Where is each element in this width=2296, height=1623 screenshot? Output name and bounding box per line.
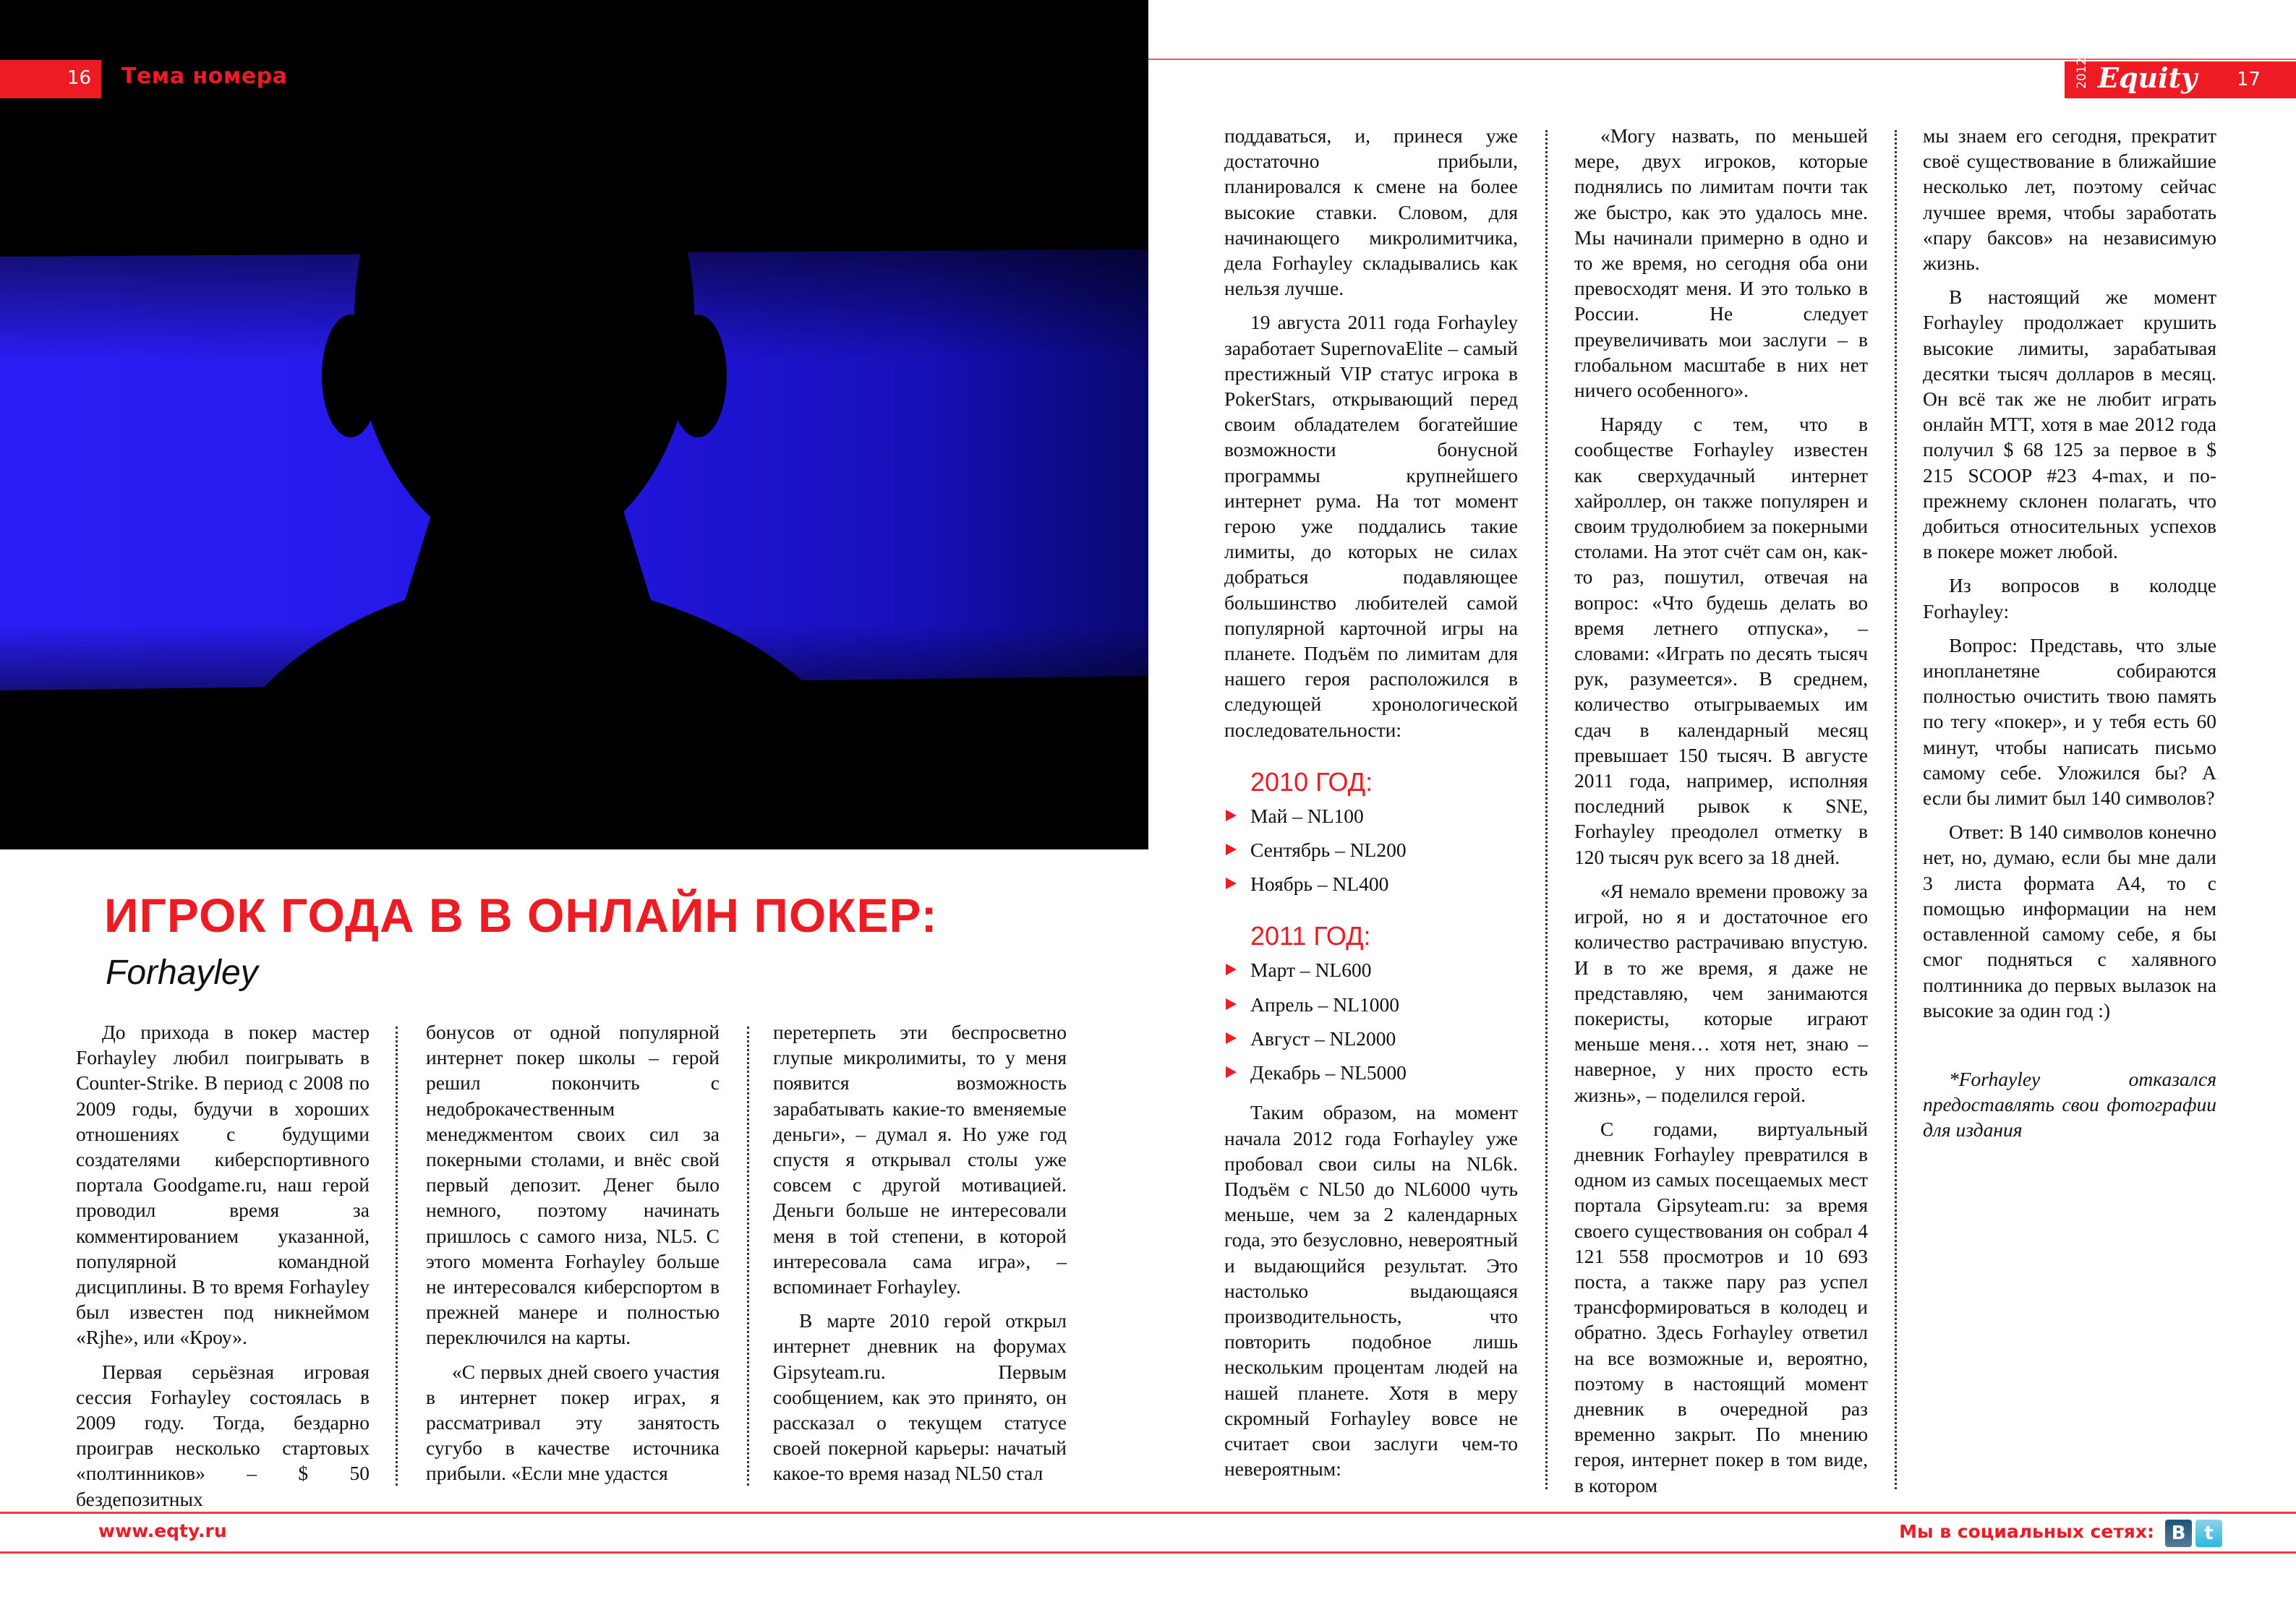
- article-title: ИГРОК ГОДА В В ОНЛАЙН ПОКЕР:: [104, 888, 938, 942]
- section-title: Тема номера: [121, 64, 288, 89]
- timeline-item: [1224, 957, 1518, 982]
- paragraph: Ответ: В 140 символов конечно нет, но, думаю, если бы мне дали 3 листа формата А4, то с помощью информации на нем оставленной самому себе, я бы смог подняться с халявного полтинника до первых вылазок на высокие за один год :): [1923, 821, 2216, 1022]
- article-column-2: [426, 1019, 720, 1495]
- footer-rule-bottom: [0, 1551, 2296, 1554]
- article-column-1: [76, 1019, 370, 1520]
- timeline-item: [1224, 837, 1518, 862]
- timeline-item-text: Ноябрь – NL400: [1250, 873, 1389, 896]
- paragraph: До прихода в покер мастер Forhayley любил поигрывать в Counter-Strike. В период с 2008 по 2009 годы, будучи в хороших отношениях с будущими создателями киберспортивного портала Goodgame.ru, наш герой проводил время за комментированием указанной, популярной командной дисциплины. В то время Forhayley был известен под никнеймом «Rjhe», или «Кроу».: [76, 1021, 370, 1349]
- paragraph: С годами, виртуальный дневник Forhayley превратился в одном из самых посещаемых мест портала Gipsyteam.ru: за время своего существования он собрал 4 121 558 просмотров и 10 693 поста, а также пару раз успел трансформироваться в колодец и обратно. Здесь Forhayley ответил на все возможные и, вероятно, поэтому в настоящий момент дневник в очередной раз временно закрыт. По мнению героя, интернет покер в том виде, в котором: [1574, 1117, 1868, 1496]
- article-column-5: [1574, 123, 1868, 1507]
- timeline-item-text: Сентябрь – NL200: [1250, 839, 1407, 862]
- social-label: Мы в социальных сетях:: [1899, 1521, 2154, 1542]
- article-subtitle: Forhayley: [106, 954, 258, 992]
- brand-badge: [2065, 57, 2296, 98]
- timeline-item: [1224, 871, 1518, 896]
- paragraph: Таким образом, на момент начала 2012 года Forhayley уже пробовал свои силы на NL6k. Подъём с NL50 до NL6000 чуть меньше, чем за 2 календарных года, это безусловно, невероятный и выдающийся результат. Это настолько выдающаяся производительность, что повторить подобное лишь нескольким процентам людей на нашей планете. Хотя в меру скромный Forhayley вовсе не считает свои заслуги чем-то невероятным:: [1224, 1101, 1518, 1481]
- article-column-6: [1923, 123, 2216, 1152]
- timeline-item: [1224, 803, 1518, 828]
- paragraph: «С первых дней своего участия в интернет покер играх, я рассматривал эту занятость сугубо в качестве источника прибыли. «Если мне удастся: [426, 1360, 720, 1485]
- header-rule: [1148, 59, 2296, 60]
- article-column-4: [1224, 123, 1518, 1490]
- timeline-list-2010: [1224, 803, 1518, 897]
- page-number-badge-left: [0, 60, 101, 98]
- bullet-arrow-icon: [1226, 844, 1237, 855]
- vk-icon[interactable]: B: [2165, 1520, 2192, 1547]
- paragraph: перетерпеть эти беспросветно глупые микролимиты, то у меня появится возможность зарабатывать какие-то вменяемые деньги», – думал я. Но уже год спустя я открывал столы уже совсем с другой мотивацией. Деньги больше не интересовали меня в той степени, в которой интересовала сама игра», – вспоминает Forhayley.: [773, 1021, 1067, 1298]
- timeline-item-text: Март – NL600: [1250, 959, 1372, 982]
- bullet-arrow-icon: [1226, 878, 1237, 889]
- timeline-item: [1224, 1060, 1518, 1085]
- bullet-arrow-icon: [1226, 964, 1237, 975]
- paragraph: Наряду с тем, что в сообществе Forhayley известен как сверхудачный интернет хайроллер, он также популярен и своим трудолюбием за покерными столами. На этот счёт сам он, как-то раз, пошутил, отвечая на вопрос: «Что будешь делать во время летнего отпуска», – словами: «Играть по десять тысяч рук, разумеется». В среднем, количество отыгрываемых им сдач в календарный месяц превышает 150 тысяч. В августе 2011 года, например, исполняя последний рывок к SNE, Forhayley преодолел отметку в 120 тысяч рук всего за 18 дней.: [1574, 413, 1868, 868]
- paragraph: поддаваться, и, принеся уже достаточно прибыли, планировался к смене на более высокие ставки. Словом, для начинающего микролимитчика, дела Forhayley складывались как нельзя лучше.: [1224, 124, 1518, 300]
- timeline-year-heading: 2010 ГОД:: [1250, 766, 1373, 797]
- timeline-item-text: Май – NL100: [1250, 804, 1364, 827]
- brand-logo: Equity: [2098, 61, 2198, 94]
- page-number-left: 16: [67, 67, 91, 89]
- footnote: *Forhayley отказался предоставлять свои фотографии для издания: [1923, 1067, 2216, 1142]
- hero-photo: [0, 0, 1148, 849]
- bullet-arrow-icon: [1226, 998, 1237, 1010]
- bullet-arrow-icon: [1226, 1066, 1237, 1078]
- timeline-list-2011: [1224, 957, 1518, 1085]
- silhouette-photo: [0, 0, 1148, 849]
- website-link[interactable]: www.eqty.ru: [98, 1520, 227, 1541]
- paragraph: Из вопросов в колодце Forhayley:: [1923, 574, 2216, 622]
- timeline-item-text: Август – NL2000: [1250, 1027, 1396, 1050]
- paragraph: бонусов от одной популярной интернет покер школы – герой решил покончить с недоброкачественным менеджментом своих сил за покерными столами, и внёс свой первый депозит. Денег было немного, поэтому начинать пришлось с самого низа, NL5. С этого момента Forhayley больше не интересовался киберспортом в прежней манере и полностью переключился на карты.: [426, 1021, 720, 1349]
- paragraph: В марте 2010 герой открыл интернет дневник на форумах Gipsyteam.ru. Первым сообщением, как это принято, он рассказал о текущем статусе своей покерной карьеры: начатый какое-то время назад NL50 стал: [773, 1309, 1067, 1485]
- article-column-3: [773, 1019, 1067, 1495]
- paragraph: В настоящий же момент Forhayley продолжает крушить высокие лимиты, зарабатывая десятки тысяч долларов в месяц. Он всё так же не любит играть онлайн MTT, хотя в мае 2012 года получил $ 68 125 за первое в $ 215 SCOOP #23 4-max, и по-прежнему склонен полагать, что добиться относительных успехов в покере может любой.: [1923, 286, 2216, 563]
- paragraph: Первая серьёзная игровая сессия Forhayley состоялась в 2009 году. Тогда, бездарно проиграв несколько стартовых «полтинников» – $ 50 бездепозитных: [76, 1360, 370, 1510]
- timeline-item-text: Декабрь – NL5000: [1250, 1061, 1407, 1084]
- timeline-item: [1224, 992, 1518, 1017]
- paragraph: «Я немало времени провожу за игрой, но я и достаточное его количество растрачиваю впустую. И в то же время, я даже не представляю, чем занимаются покеристы, которые играют меньше меня… хотя нет, знаю – наверное, у них просто есть жизнь», – поделился герой.: [1574, 879, 1868, 1106]
- timeline-year-heading: 2011 ГОД:: [1250, 921, 1371, 951]
- paragraph: 19 августа 2011 года Forhayley заработает SupernovaElite – самый престижный VIP статус игрока в PokerStars, открывающий перед своим обладателем богатейшие возможности бонусной программы крупнейшего интернет рума. На тот момент герою уже поддались такие лимиты, до которых не силах добраться подавляющее большинство любителей самой популярной карточной игры на планете. Подъём по лимитам для нашего героя расположился в следующей хронологической последовательности:: [1224, 311, 1518, 741]
- twitter-icon[interactable]: t: [2195, 1520, 2222, 1547]
- column-divider: [1545, 130, 1548, 1489]
- column-divider: [1895, 130, 1897, 1489]
- paragraph: мы знаем его сегодня, прекратит своё существование в ближайшие несколько лет, поэтому сейчас лучшее время, чтобы заработать «пару баксов» на независимую жизнь.: [1923, 124, 2216, 275]
- column-divider: [396, 1027, 398, 1486]
- paragraph: Вопрос: Представь, что злые инопланетяне собираются полностью очистить твою память по тегу «покер», и у тебя есть 60 минут, чтобы написать письмо самому себе. Уложился бы? А если бы лимит был 140 символов?: [1923, 633, 2216, 810]
- bullet-arrow-icon: [1226, 1032, 1237, 1044]
- column-divider: [747, 1027, 749, 1486]
- timeline-item: [1224, 1026, 1518, 1051]
- footer-rule-top: [0, 1512, 2296, 1514]
- paragraph: «Могу назвать, по меньшей мере, двух игроков, которые поднялись по лимитам почти так же быстро, как это удалось мне. Мы начинали примерно в одно и то же время, но сегодня оба они превосходят меня. И это только в России. Не следует преувеличивать мои заслуги – в глобальном масштабе в них нет ничего особенного».: [1574, 124, 1868, 402]
- timeline-item-text: Апрель – NL1000: [1250, 993, 1399, 1016]
- page-number-right: 17: [2237, 69, 2261, 90]
- issue-year: 2012: [2075, 57, 2089, 89]
- bullet-arrow-icon: [1226, 810, 1237, 821]
